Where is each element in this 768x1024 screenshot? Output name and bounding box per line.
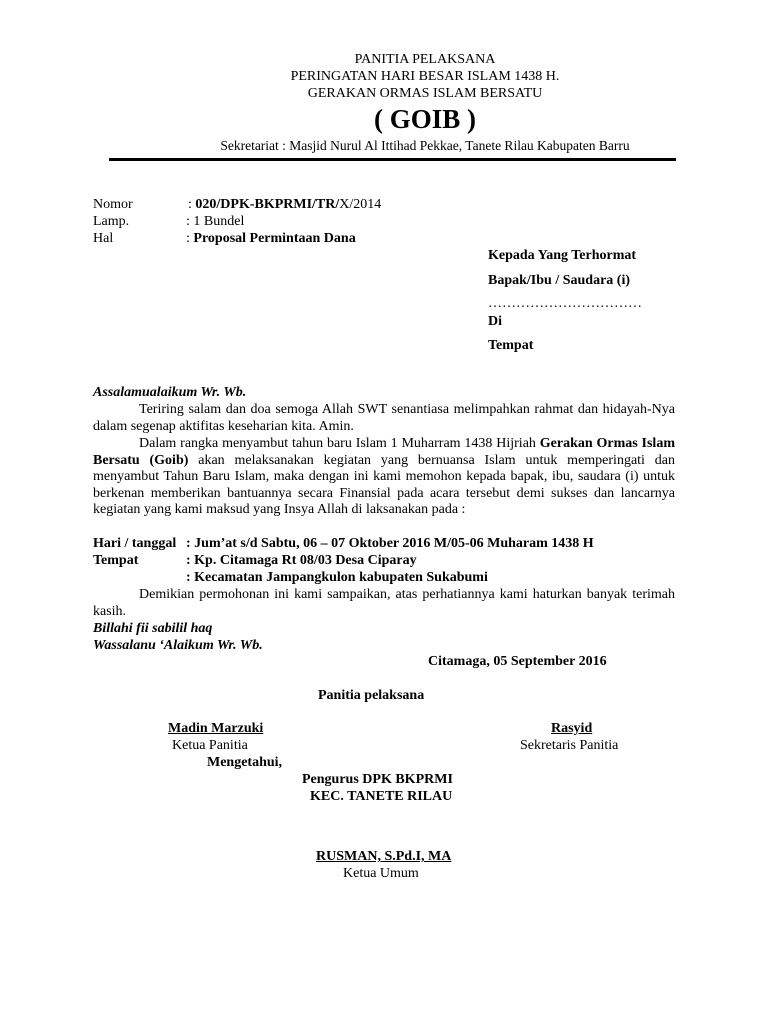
greeting: Assalamualaikum Wr. Wb. bbox=[93, 385, 247, 400]
date-label: Hari / tanggal bbox=[93, 536, 177, 551]
org-line-1: Pengurus DPK BKPRMI bbox=[302, 772, 453, 787]
recipient-di: Di bbox=[488, 314, 502, 329]
left-signatory-name: Madin Marzuki bbox=[168, 721, 264, 736]
place-label: Tempat bbox=[93, 553, 139, 568]
place-value-2: : Kecamatan Jampangkulon kabupaten Sukabumi bbox=[186, 570, 488, 585]
place-value-1: : Kp. Citamaga Rt 08/03 Desa Ciparay bbox=[186, 553, 417, 568]
place-date: Citamaga, 05 September 2016 bbox=[428, 654, 607, 669]
recipient-dots: …………………………… bbox=[488, 296, 642, 311]
hal-label: Hal bbox=[93, 231, 114, 246]
recipient-place: Tempat bbox=[488, 338, 534, 353]
paragraph-1: Teriring salam dan doa semoga Allah SWT senantiasa melimpahkan rahmat dan hidayah-Nya dalam segenap aktifitas keseharian kita. Amin. bbox=[93, 402, 675, 434]
closing-2: Wassalanu ‘Alaikum Wr. Wb. bbox=[93, 638, 263, 653]
closing-1: Billahi fii sabilil haq bbox=[93, 621, 213, 636]
chief-name: RUSMAN, S.Pd.I, MA bbox=[316, 849, 452, 864]
lamp-label: Lamp. bbox=[93, 214, 130, 229]
header-line-2: PERINGATAN HARI BESAR ISLAM 1438 H. bbox=[290, 69, 560, 84]
recipient-line-2: Bapak/Ibu / Saudara (i) bbox=[488, 273, 630, 288]
header-divider bbox=[109, 158, 676, 161]
paragraph-2: Dalam rangka menyambut tahun baru Islam 1 Muharram 1438 Hijriah Gerakan Ormas Islam Bersatu (Goib) akan melaksanakan kegiatan yang bernuansa Islam untuk memperingati dan menyambut Tahun Baru Islam, maka dengan ini kami memohon kepada bapak, ibu, saudara (i) untuk berkenan memberikan bantuannya secara Finansial pada acara tersebut demi sukses dan lancarnya kegiatan yang kami maksud yang Insya Allah di laksanakan pada : bbox=[93, 436, 675, 517]
committee-label: Panitia pelaksana bbox=[318, 688, 425, 703]
hal-value: : Proposal Permintaan Dana bbox=[186, 231, 356, 246]
chief-role: Ketua Umum bbox=[343, 866, 419, 881]
org-line-2: KEC. TANETE RILAU bbox=[310, 789, 453, 804]
right-signatory-role: Sekretaris Panitia bbox=[520, 738, 619, 753]
date-value: : Jum’at s/d Sabtu, 06 – 07 Oktober 2016 M/05-06 Muharam 1438 H bbox=[186, 536, 594, 551]
header-line-1: PANITIA PELAKSANA bbox=[354, 52, 496, 67]
paragraph-3: Demikian permohonan ini kami sampaikan, atas perhatiannya kami haturkan banyak terimah kasih. bbox=[93, 587, 675, 619]
acknowledged-label: Mengetahui, bbox=[207, 755, 283, 770]
nomor-label: Nomor bbox=[93, 197, 133, 212]
lamp-value: : 1 Bundel bbox=[186, 214, 245, 229]
org-short-name: ( GOIB ) bbox=[373, 104, 476, 134]
header-line-3: GERAKAN ORMAS ISLAM BERSATU bbox=[307, 86, 543, 101]
recipient-line-1: Kepada Yang Terhormat bbox=[488, 248, 637, 263]
secretariat-address: Sekretariat : Masjid Nurul Al Ittihad Pekkae, Tanete Rilau Kabupaten Barru bbox=[220, 138, 630, 153]
right-signatory-name: Rasyid bbox=[551, 721, 593, 736]
nomor-value: : 020/DPK-BKPRMI/TR/X/2014 bbox=[188, 197, 382, 212]
left-signatory-role: Ketua Panitia bbox=[172, 738, 248, 753]
